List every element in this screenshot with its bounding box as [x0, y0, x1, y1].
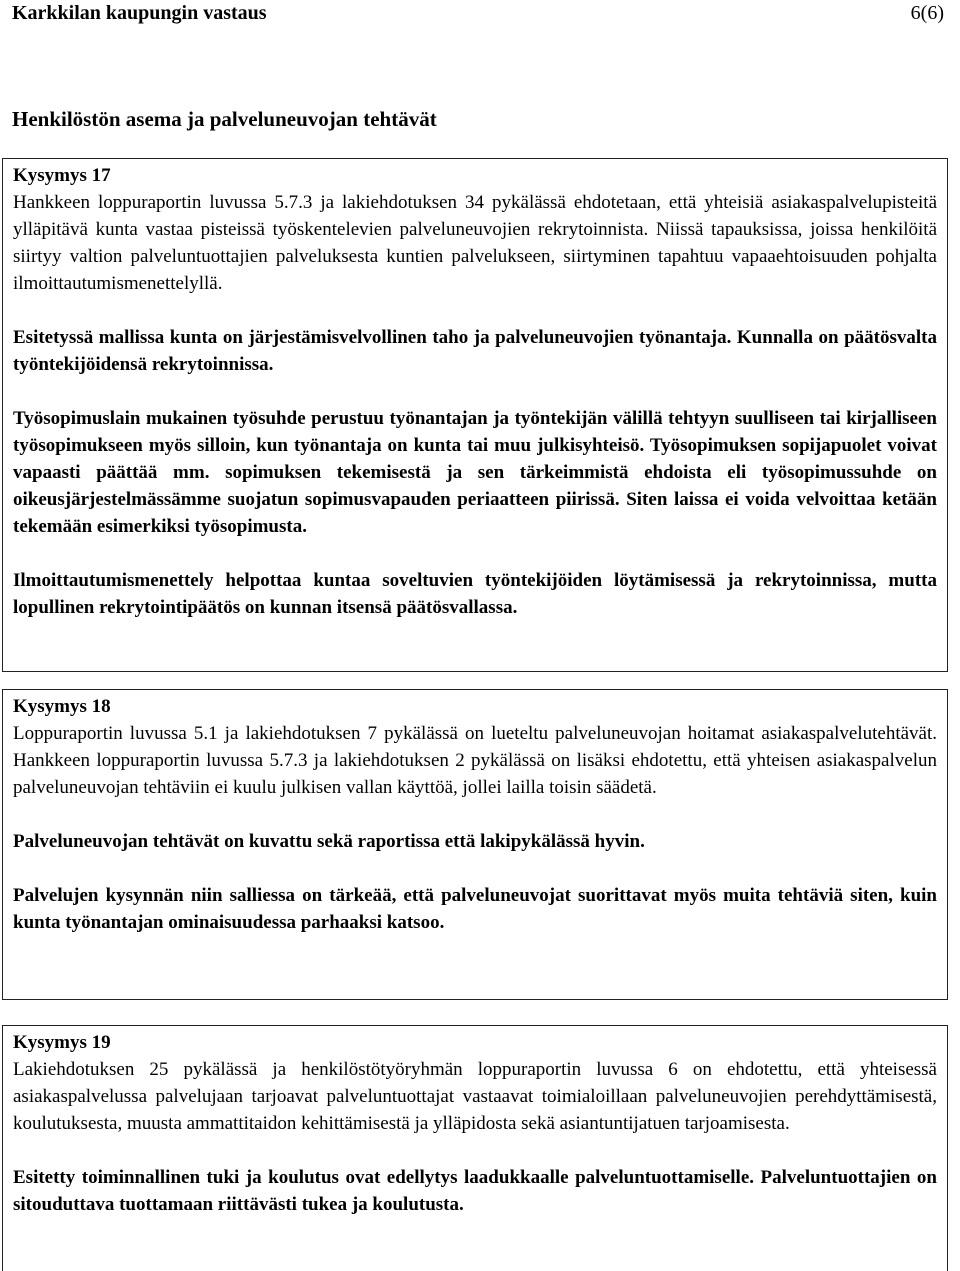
question-intro: Lakiehdotuksen 25 pykälässä ja henkilöstötyöryhmän loppuraportin luvussa 6 on ehdotettu, että yhteisessä asiakaspalvelussa palvelujaan tarjoavat palveluntuottajat vastaavat toimialoillaan palveluneuvojien perehdyttämisestä, koulutuksesta, muusta ammattitaidon kehittämisestä ja ylläpidosta sekä asiantuntijatuen tarjoamisesta.	[13, 1059, 937, 1134]
question-heading: Kysymys 18	[13, 696, 111, 717]
question-intro: Hankkeen loppuraportin luvussa 5.7.3 ja lakiehdotuksen 34 pykälässä ehdotetaan, että yhteisiä asiakaspalvelupisteitä ylläpitävä kunta vastaa pisteissä työskentelevien palveluneuvojien rekrytoinnista. Niissä tapauksissa, joissa henkilöitä siirtyy valtion palveluntuottajien palveluksesta kuntien palvelukseen, siirtyminen tapahtuu vapaaehtoisuuden pohjalta ilmoittautumismenettelyllä.	[13, 192, 937, 294]
page-number: 6(6)	[910, 2, 944, 24]
question-box-19	[2, 1025, 948, 1271]
answer-paragraph: Ilmoittautumismenettely helpottaa kuntaa soveltuvien työntekijöiden löytämisessä ja rekrytoinnissa, mutta lopullinen rekrytointipäätös on kunnan itsensä päätösvallassa.	[13, 570, 937, 618]
answer-paragraph: Työsopimuslain mukainen työsuhde perustuu työnantajan ja työntekijän välillä tehtyyn suulliseen tai kirjalliseen työsopimukseen myös silloin, kun työnantaja on kunta tai muu julkisyhteisö. Työsopimuksen sopijapuolet voivat vapaasti päättää mm. sopimuksen tekemisestä ja sen tärkeimmistä ehdoista eli työsopimussuhde on oikeusjärjestelmässämme suojatun sopimusvapauden periaatteen piirissä. Siten laissa ei voida velvoittaa ketään tekemään esimerkiksi työsopimusta.	[13, 408, 937, 537]
page-header	[12, 0, 944, 26]
question-intro: Loppuraportin luvussa 5.1 ja lakiehdotuksen 7 pykälässä on lueteltu palveluneuvojan hoitamat asiakaspalvelutehtävät. Hankkeen loppuraportin luvussa 5.7.3 ja lakiehdotuksen 2 pykälässä on lisäksi ehdotettu, että yhteisen asiakaspalvelun palveluneuvojan tehtäviin ei kuulu julkisen vallan käyttöä, jollei lailla toisin säädetä.	[13, 723, 937, 798]
answer-paragraph: Esitetyssä mallissa kunta on järjestämisvelvollinen taho ja palveluneuvojien työnantaja. Kunnalla on päätösvalta työntekijöidensä rekrytoinnissa.	[13, 327, 937, 375]
answer-paragraph: Esitetty toiminnallinen tuki ja koulutus ovat edellytys laadukkaalle palveluntuottamiselle. Palveluntuottajien on sitouduttava tuottamaan riittävästi tukea ja koulutusta.	[13, 1167, 937, 1215]
section-title: Henkilöstön asema ja palveluneuvojan tehtävät	[12, 107, 437, 131]
question-box-17	[2, 158, 948, 672]
answer-paragraph: Palvelujen kysynnän niin salliessa on tärkeää, että palveluneuvojat suorittavat myös muita tehtäviä siten, kuin kunta työnantajan ominaisuudessa parhaaksi katsoo.	[13, 885, 937, 933]
question-heading: Kysymys 19	[13, 1032, 111, 1053]
question-box-18	[2, 689, 948, 1000]
answer-paragraph: Palveluneuvojan tehtävät on kuvattu sekä raportissa että lakipykälässä hyvin.	[13, 831, 645, 852]
question-heading: Kysymys 17	[13, 165, 111, 186]
document-title: Karkkilan kaupungin vastaus	[12, 2, 267, 24]
